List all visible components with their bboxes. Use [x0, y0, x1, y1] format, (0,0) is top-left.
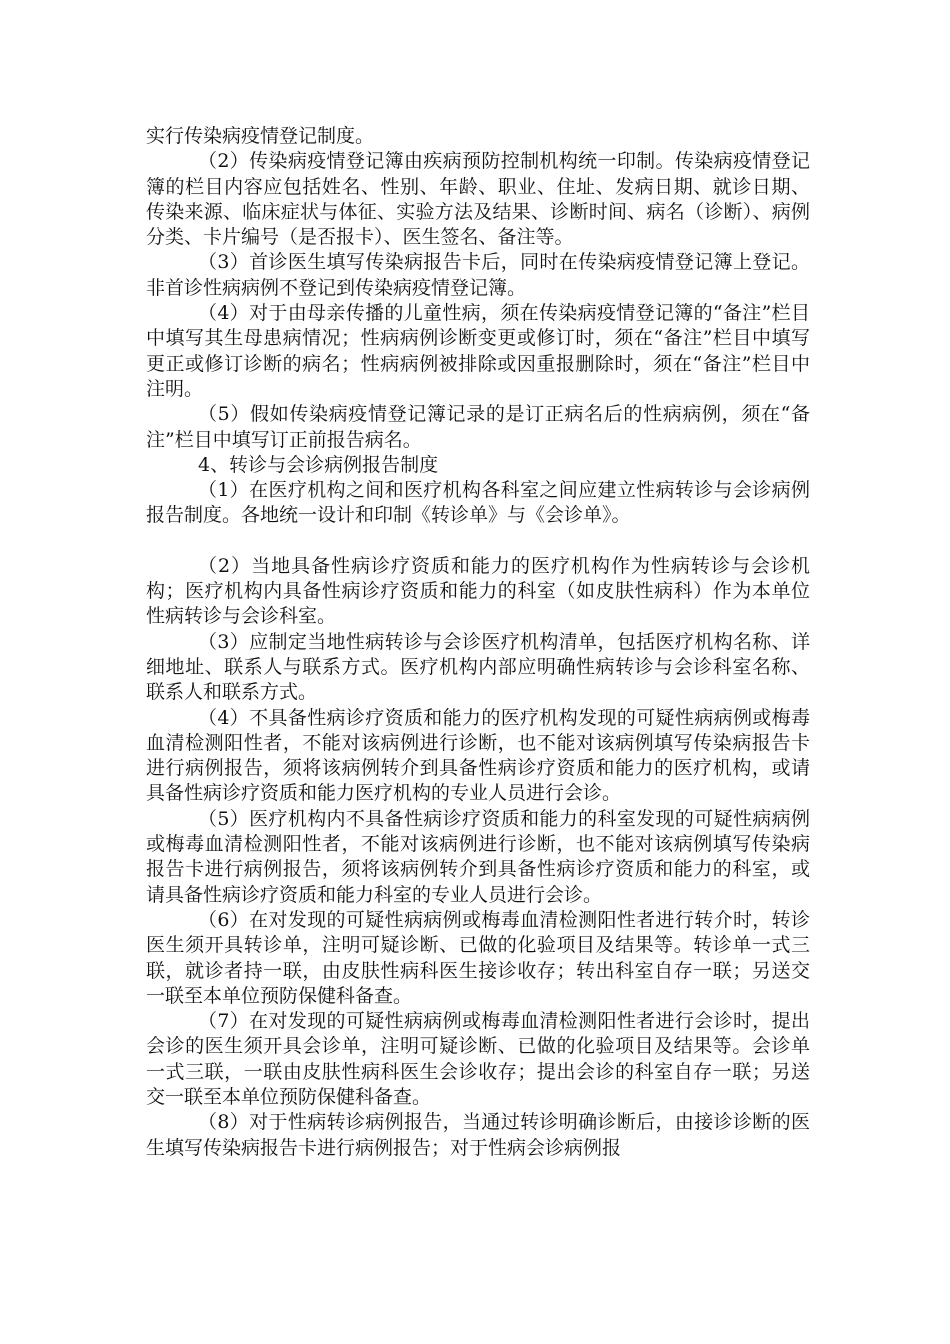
paragraph-item-7: （7）在对发现的可疑性病病例或梅毒血清检测阳性者进行会诊时，提出会诊的医生须开具会诊单，注明可疑诊断、已做的化验项目及结果等。会诊单一式三联，一联由皮肤性病科医生会诊收存；提出会诊的科室自存一联；另送交一联至本单位预防保健科备查。	[146, 1010, 810, 1108]
paragraph-item-4: （4）不具备性病诊疗资质和能力的医疗机构发现的可疑性病病例或梅毒血清检测阳性者，不能对该病例进行诊断，也不能对该病例填写传染病报告卡进行病例报告，须将该病例转介到具备性病诊疗资质和能力的医疗机构，或请具备性病诊疗资质和能力医疗机构的专业人员进行会诊。	[146, 706, 810, 805]
paragraph-item-3: （3）首诊医生填写传染病报告卡后，同时在传染病疫情登记簿上登记。非首诊性病病例不登记到传染病疫情登记簿。	[146, 251, 810, 299]
paragraph-continuation: 实行传染病疫情登记制度。	[146, 125, 375, 147]
section-heading: 4、转诊与会诊病例报告制度	[198, 453, 439, 476]
document-page	[146, 124, 810, 1161]
paragraph-item-2: （2）当地具备性病诊疗资质和能力的医疗机构作为性病转诊与会诊机构；医疗机构内具备性病诊疗资质和能力的科室（如皮肤性病科）作为本单位性病转诊与会诊科室。	[146, 554, 810, 628]
paragraph-item-4: （4）对于由母亲传播的儿童性病，须在传染病疫情登记簿的“备注”栏目中填写其生母患病情况；性病病例诊断变更或修订时，须在“备注”栏目中填写更正或修订诊断的病名；性病病例被排除或因重报删除时，须在“备注”栏目中注明。	[146, 302, 810, 400]
paragraph-item-2: （2）传染病疫情登记簿由疾病预防控制机构统一印制。传染病疫情登记簿的栏目内容应包括姓名、性别、年龄、职业、住址、发病日期、就诊日期、传染来源、临床症状与体征、实验方法及结果、诊断时间、病名（诊断）、病例分类、卡片编号（是否报卡）、医生签名、备注等。	[146, 150, 810, 249]
paragraph-item-3: （3）应制定当地性病转诊与会诊医疗机构清单，包括医疗机构名称、详细地址、联系人与联系方式。医疗机构内部应明确性病转诊与会诊科室名称、联系人和联系方式。	[146, 630, 810, 704]
paragraph-item-6: （6）在对发现的可疑性病病例或梅毒血清检测阳性者进行转介时，转诊医生须开具转诊单，注明可疑诊断、已做的化验项目及结果等。转诊单一式三联，就诊者持一联，由皮肤性病科医生接诊收存；转出科室自存一联；另送交一联至本单位预防保健科备查。	[146, 908, 810, 1007]
paragraph-item-5: （5）医疗机构内不具备性病诊疗资质和能力的科室发现的可疑性病病例或梅毒血清检测阳性者，不能对该病例进行诊断，也不能对该病例填写传染病报告卡进行病例报告，须将该病例转介到具备性病诊疗资质和能力的科室，或请具备性病诊疗资质和能力科室的专业人员进行会诊。	[146, 807, 810, 906]
paragraph-item-8: （8）对于性病转诊病例报告，当通过转诊明确诊断后，由接诊诊断的医生填写传染病报告卡进行病例报告；对于性病会诊病例报	[146, 1111, 810, 1159]
paragraph-item-5: （5）假如传染病疫情登记簿记录的是订正病名后的性病病例，须在“备注”栏目中填写订正前报告病名。	[146, 403, 810, 451]
paragraph-item-1: （1）在医疗机构之间和医疗机构各科室之间应建立性病转诊与会诊病例报告制度。各地统一设计和印制《转诊单》与《会诊单》。	[146, 479, 810, 527]
